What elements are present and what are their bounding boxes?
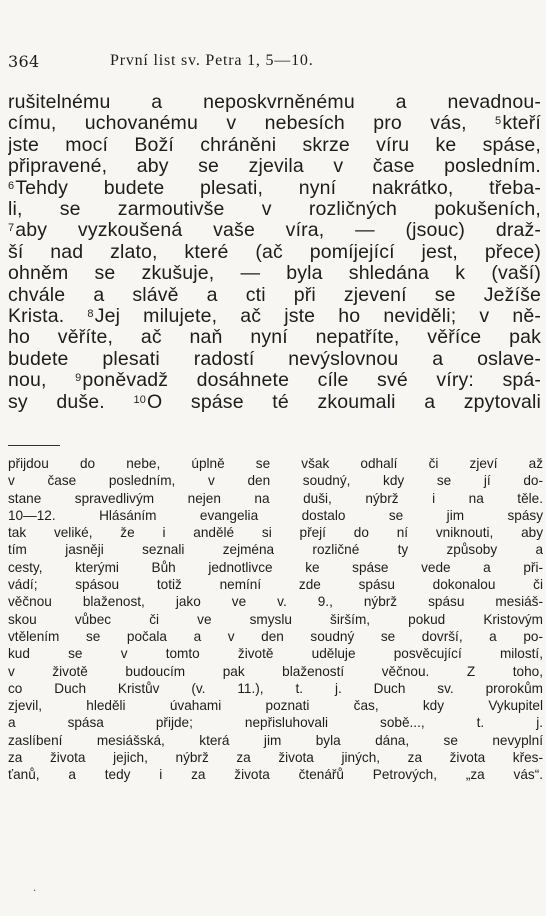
text-line [8, 92, 541, 113]
line-text: jste mocí Boží chráněni skrze víru ke spáse, [8, 134, 541, 156]
text-line [8, 392, 541, 413]
line-text: címu, uchovanému v nebesích pro vás, [8, 113, 496, 135]
note-line: věčnou blaženost, jako ve v. 9., nýbrž spásu mesiáš- [8, 594, 543, 610]
note-line: zaslíbení mesiášská, která jim byla dána, se nevyplní [8, 732, 543, 748]
text-line [8, 285, 541, 306]
note-line: stane spravedlivým nejen na duši, nýbrž i na těle. [8, 490, 543, 506]
note-line: za života jejich, nýbrž za života jiných, za života křes- [8, 750, 543, 766]
note-line: 10—12. Hlásáním evangelia dostalo se jim spásy [8, 507, 543, 523]
page-number: 364 [8, 52, 40, 71]
text-line [8, 156, 541, 177]
note-line: přijdou do nebe, úplně se však odhalí či zjeví až [8, 456, 543, 471]
text-line [8, 306, 541, 327]
note-line: co Duch Kristův (v. 11.), t. j. Duch sv. prorokům [8, 680, 543, 696]
line-text: ší nad zlato, které (ač pomíjející jest, přece) [8, 241, 541, 263]
line-text: ho věříte, ač naň nyní nepatříte, věříce pak [8, 327, 541, 349]
line-text: budete plesati radostí nevýslovnou a oslave- [8, 348, 541, 370]
text-line [8, 327, 541, 348]
note-line: a spása přijde; nepřisluhovali sobě..., t. j. [8, 715, 543, 731]
text-line [8, 349, 541, 370]
verse-number: 6 [8, 179, 15, 192]
text-line [8, 370, 541, 391]
line-text: poněvadž dosáhnete cíle své víry: spá- [82, 370, 541, 392]
line-text: chvále a slávě a cti při zjevení se Ježíše [8, 284, 541, 306]
bottom-mark: . [33, 883, 37, 894]
text-line [8, 242, 541, 263]
note-line: vtělením se počala a v den soudný se dovrší, a po- [8, 628, 543, 644]
line-text: sy duše. [8, 391, 134, 413]
text-line [8, 135, 541, 156]
line-text: kteří [502, 113, 541, 135]
line-text: Krista. [8, 306, 88, 328]
note-line: cesty, kterými Bůh jednotlivce ke spáse vede a při- [8, 559, 543, 575]
commentary-block [8, 455, 543, 784]
verse-number: 9 [75, 372, 82, 385]
text-line [8, 178, 541, 199]
footnote-rule [8, 445, 60, 446]
line-text: připravené, aby se zjevila v čase posledním. [8, 156, 541, 178]
line-text: aby vyzkoušená vaše víra, — (jsouc) draž- [15, 220, 541, 242]
verse-number: 5 [495, 115, 502, 128]
text-line [8, 113, 541, 134]
running-head: První list sv. Petra 1, 5—10. [110, 52, 314, 69]
note-line: tím jasněji seznali zejména rozličné ty způsoby a [8, 542, 543, 558]
page-header [8, 52, 538, 74]
line-text: rušitelnému a neposkvrněnému a nevadnou- [8, 92, 541, 113]
note-line: tak veliké, že i andělé si přejí do ní vniknouti, aby [8, 525, 543, 541]
note-line: zjevil, hleděli úvahami poznati čas, kdy Vykupitel [8, 698, 543, 714]
note-line: vádí; spásou totiž nemíní zde spásu dokonalou či [8, 577, 543, 593]
verse-number: 10 [133, 393, 146, 406]
main-text-block [8, 92, 541, 413]
note-line: v čase posledním, v den soudný, kdy se jí do- [8, 473, 543, 489]
note-line: v životě budoucím pak blažeností věčnou. Z toho, [8, 663, 543, 679]
text-line [8, 199, 541, 220]
line-text: li, se zarmoutivše v rozličných pokušeních, [8, 199, 541, 221]
note-line: kud se v tomto životě uděluje posvěcující milostí, [8, 646, 543, 662]
text-line [8, 263, 541, 284]
note-line: skou vůbec či ve smyslu širším, pokud Kristovým [8, 611, 543, 627]
verse-number: 7 [8, 222, 15, 235]
line-text: Jej milujete, ač jste ho neviděli; v ně- [94, 306, 541, 328]
line-text: O spáse té zkoumali a zpytovali [147, 391, 541, 413]
line-text: Tehdy budete plesati, nyní nakrátko, třeba- [15, 177, 541, 199]
note-line: ťanů, a tedy i za života čtenářů Petrových, „za vás“. [8, 767, 543, 783]
verse-number: 8 [87, 308, 94, 321]
line-text: ohněm se zkušuje, — byla shledána k (vaší) [8, 263, 541, 285]
line-text: nou, [8, 370, 76, 392]
text-line [8, 220, 541, 241]
